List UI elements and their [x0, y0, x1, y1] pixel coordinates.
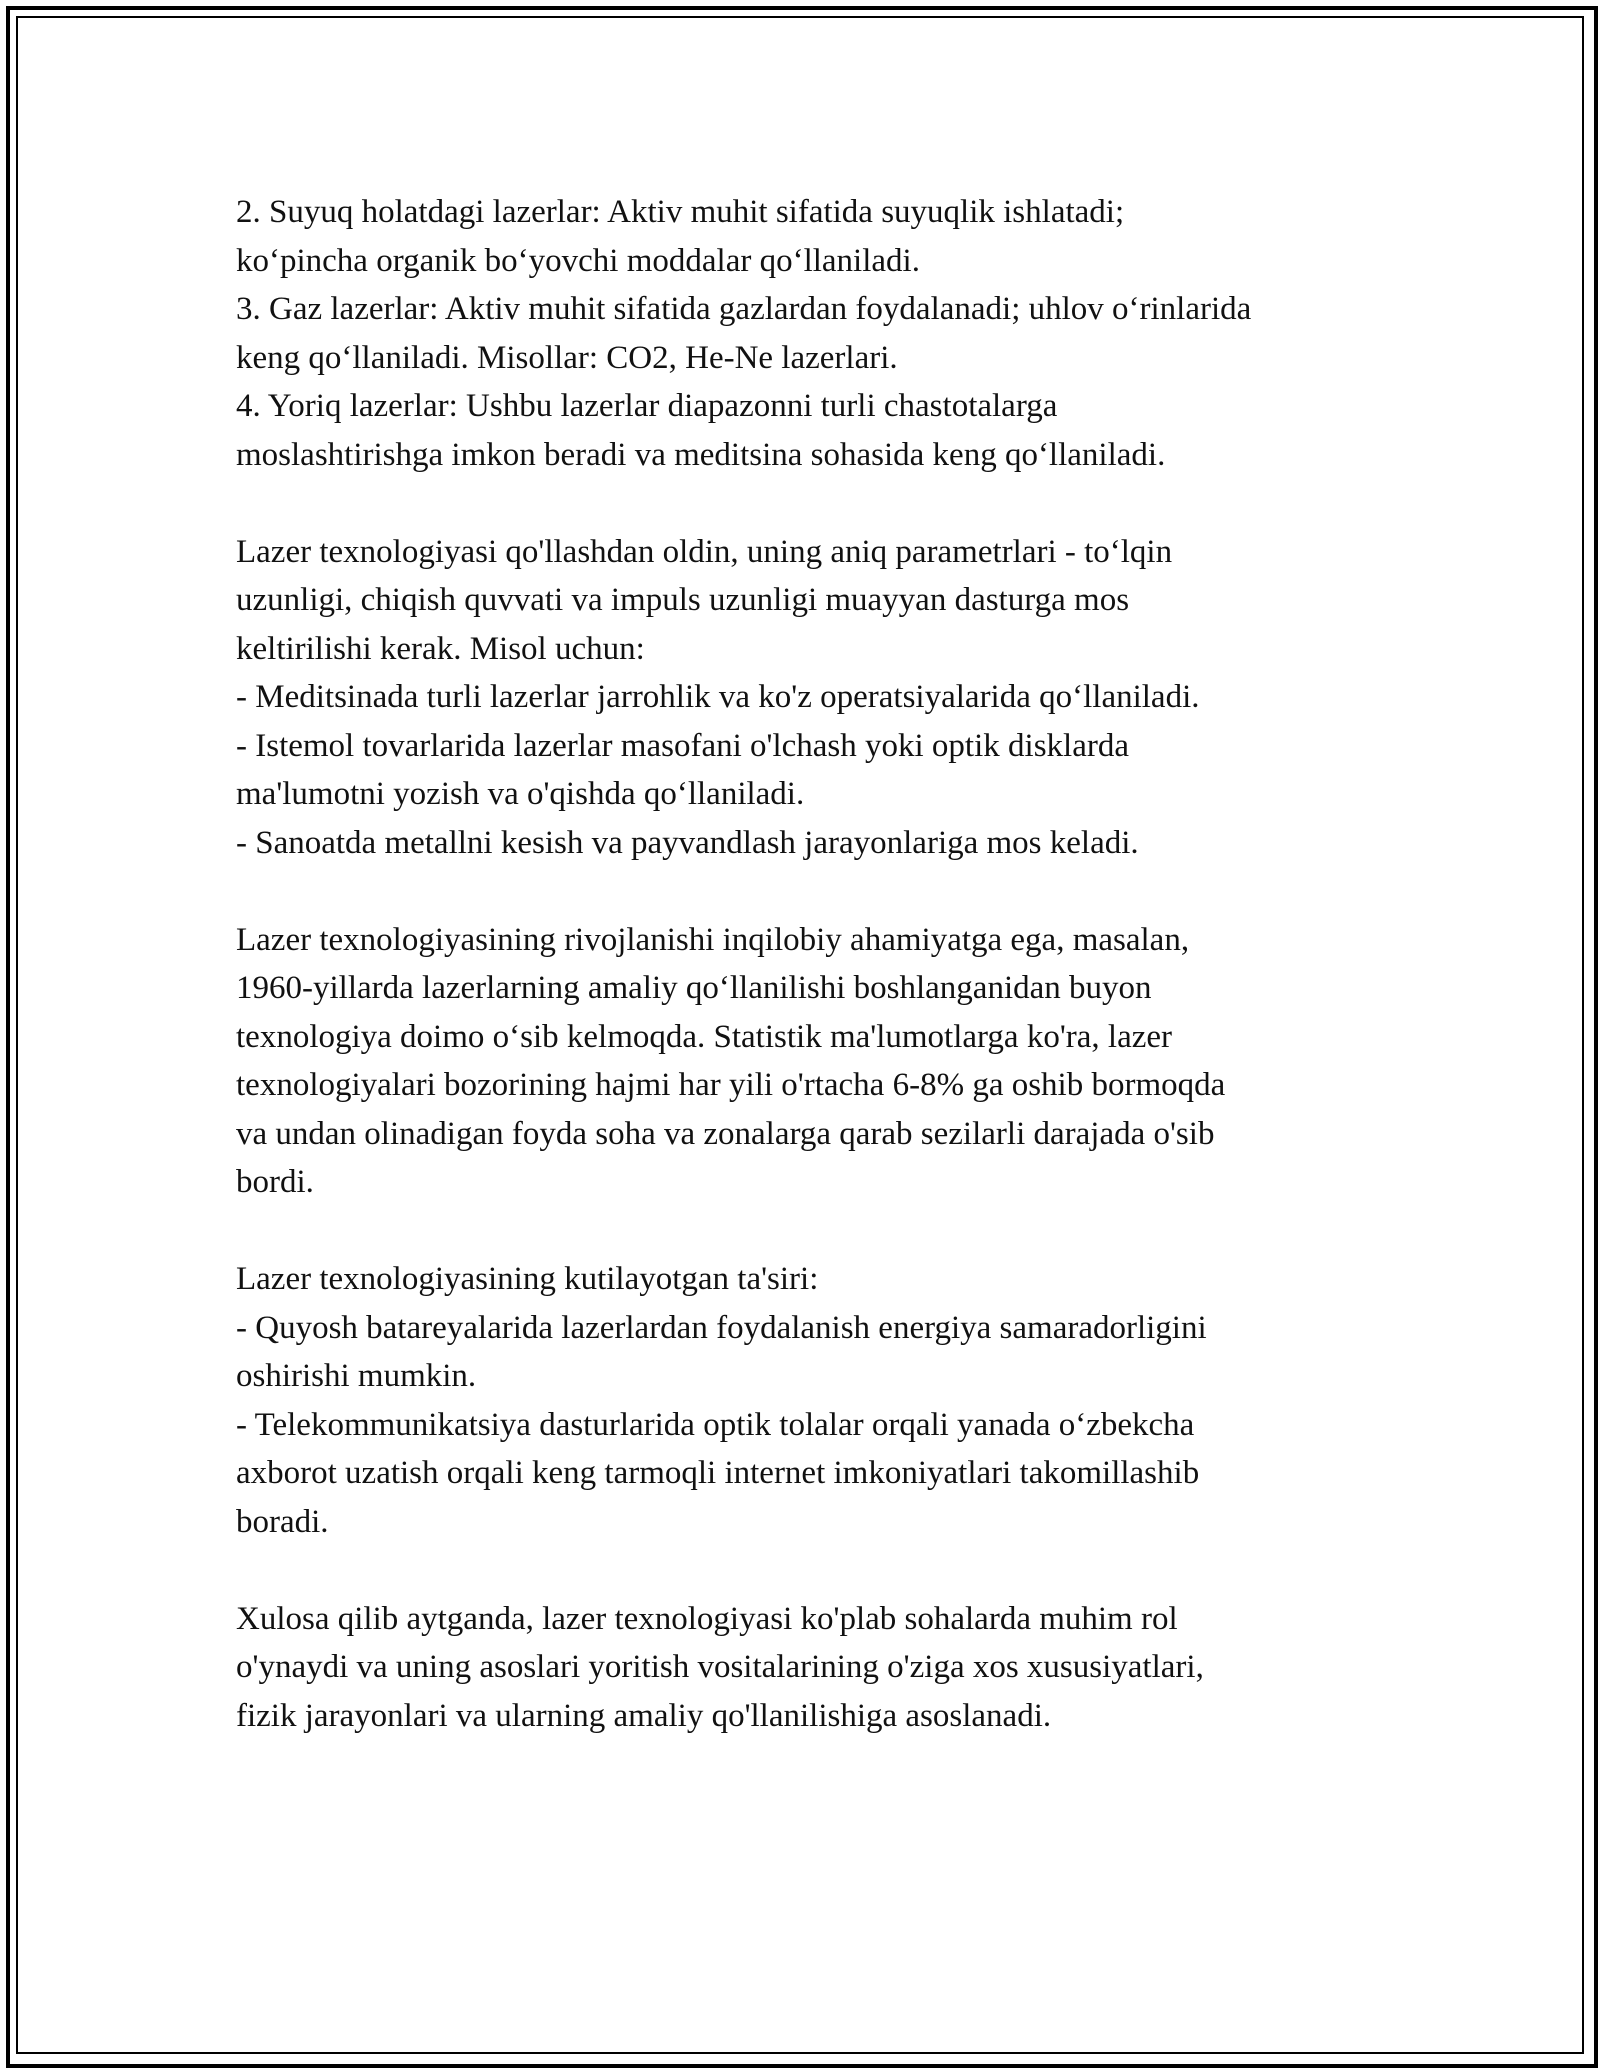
text-line: o'ynaydi va uning asoslari yoritish vositalarining o'ziga xos xususiyatlari, [236, 1649, 1204, 1685]
text-line: moslashtirishga imkon beradi va meditsina sohasida keng qo‘llaniladi. [236, 436, 1166, 473]
paragraph-development [236, 916, 1386, 1207]
paragraph-parameters [236, 528, 1386, 868]
text-line: texnologiyalari bozorining hajmi har yili o'rtacha 6-8% ga oshib bormoqda [236, 1067, 1226, 1103]
text-line: va undan olinadigan foyda soha va zonalarga qarab sezilarli darajada o'sib [236, 1115, 1215, 1152]
paragraph-conclusion [236, 1595, 1386, 1741]
text-line: - Istemol tovarlarida lazerlar masofani o'lchash yoki optik disklarda [236, 727, 1129, 764]
paragraph-expected-impact [236, 1255, 1386, 1546]
text-line: bordi. [236, 1164, 314, 1200]
paragraph-laser-types [236, 188, 1386, 479]
document-body [236, 188, 1386, 1789]
text-line: Xulosa qilib aytganda, lazer texnologiyasi ko'plab sohalarda muhim rol [236, 1600, 1178, 1637]
text-line: ma'lumotni yozish va o'qishda qo‘llaniladi. [236, 776, 805, 812]
text-line: fizik jarayonlari va ularning amaliy qo'llanilishiga asoslanadi. [236, 1697, 1052, 1734]
text-line: - Meditsinada turli lazerlar jarrohlik va ko'z operatsiyalarida qo‘llaniladi. [236, 679, 1200, 715]
text-line: keltirilishi kerak. Misol uchun: [236, 630, 645, 667]
text-line: boradi. [236, 1503, 329, 1540]
text-line: keng qo‘llaniladi. Misollar: CO2, He-Ne lazerlari. [236, 339, 898, 376]
text-line: 3. Gaz lazerlar: Aktiv muhit sifatida gazlardan foydalanadi; uhlov o‘rinlarida [236, 291, 1252, 327]
text-line: Lazer texnologiyasi qo'llashdan oldin, uning aniq parametrlari - to‘lqin [236, 533, 1173, 570]
text-line: uzunligi, chiqish quvvati va impuls uzunligi muayyan dasturga mos [236, 582, 1130, 618]
text-line: - Sanoatda metallni kesish va payvandlash jarayonlariga mos keladi. [236, 824, 1139, 861]
text-line: - Quyosh batareyalarida lazerlardan foydalanish energiya samaradorligini [236, 1309, 1207, 1346]
text-line: texnologiya doimo o‘sib kelmoqda. Statistik ma'lumotlarga ko'ra, lazer [236, 1018, 1173, 1055]
text-line: 1960-yillarda lazerlarning amaliy qo‘llanilishi boshlanganidan buyon [236, 970, 1152, 1006]
text-line: ko‘pincha organik bo‘yovchi moddalar qo‘llaniladi. [236, 242, 920, 279]
text-line: oshirishi mumkin. [236, 1358, 477, 1394]
text-line: 4. Yoriq lazerlar: Ushbu lazerlar diapazonni turli chastotalarga [236, 388, 1058, 424]
text-line: Lazer texnologiyasining rivojlanishi inqilobiy ahamiyatga ega, masalan, [236, 921, 1190, 958]
text-line: - Telekommunikatsiya dasturlarida optik tolalar orqali yanada o‘zbekcha [236, 1406, 1195, 1443]
text-line: Lazer texnologiyasining kutilayotgan ta'siri: [236, 1261, 819, 1297]
text-line: 2. Suyuq holatdagi lazerlar: Aktiv muhit sifatida suyuqlik ishlatadi; [236, 194, 1125, 230]
text-line: axborot uzatish orqali keng tarmoqli internet imkoniyatlari takomillashib [236, 1455, 1200, 1491]
